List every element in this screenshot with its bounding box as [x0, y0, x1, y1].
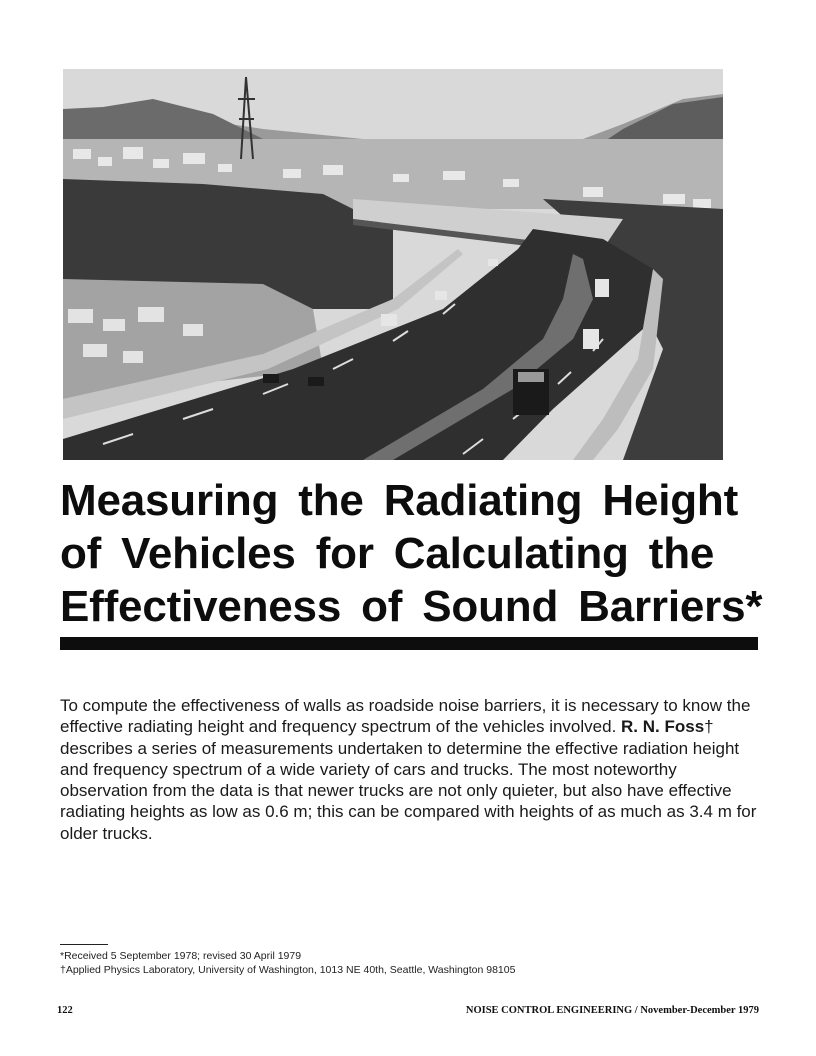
- title-divider-rule: [60, 637, 758, 650]
- author-name: R. N. Foss: [621, 717, 705, 737]
- title-line-1: Measuring the Radiating Height: [60, 476, 739, 525]
- title-line-2: of Vehicles for Calculating the: [60, 529, 715, 578]
- title-line-3: Effectiveness of Sound Barriers*: [60, 582, 763, 631]
- article-title: [60, 474, 780, 633]
- article-abstract: [60, 695, 760, 844]
- footnote-received: *Received 5 September 1978; revised 30 April 1979: [60, 950, 302, 962]
- page-number: 122: [57, 1005, 73, 1016]
- author-footnote-mark: †: [704, 717, 714, 737]
- abstract-body: describes a series of measurements undertaken to determine the effective radiation height and frequency spectrum of a wide variety of cars and trucks. The most noteworthy observation from the data is that newer trucks are not only quieter, but also have effective radiating heights as low as 0.6 m; this can be compared with heights of as much as 3.4 m for older trucks.: [60, 738, 757, 843]
- footnote-affiliation: †Applied Physics Laboratory, University of Washington, 1013 NE 40th, Seattle, Washington 98105: [60, 964, 516, 976]
- journal-running-footer: NOISE CONTROL ENGINEERING / November-December 1979: [465, 1005, 759, 1016]
- footnote-rule: [60, 944, 108, 945]
- abstract-intro: To compute the effectiveness of walls as roadside noise barriers, it is necessary to know the effective radiating height and frequency spectrum of the vehicles involved.: [60, 696, 751, 737]
- highway-photo: [63, 69, 723, 460]
